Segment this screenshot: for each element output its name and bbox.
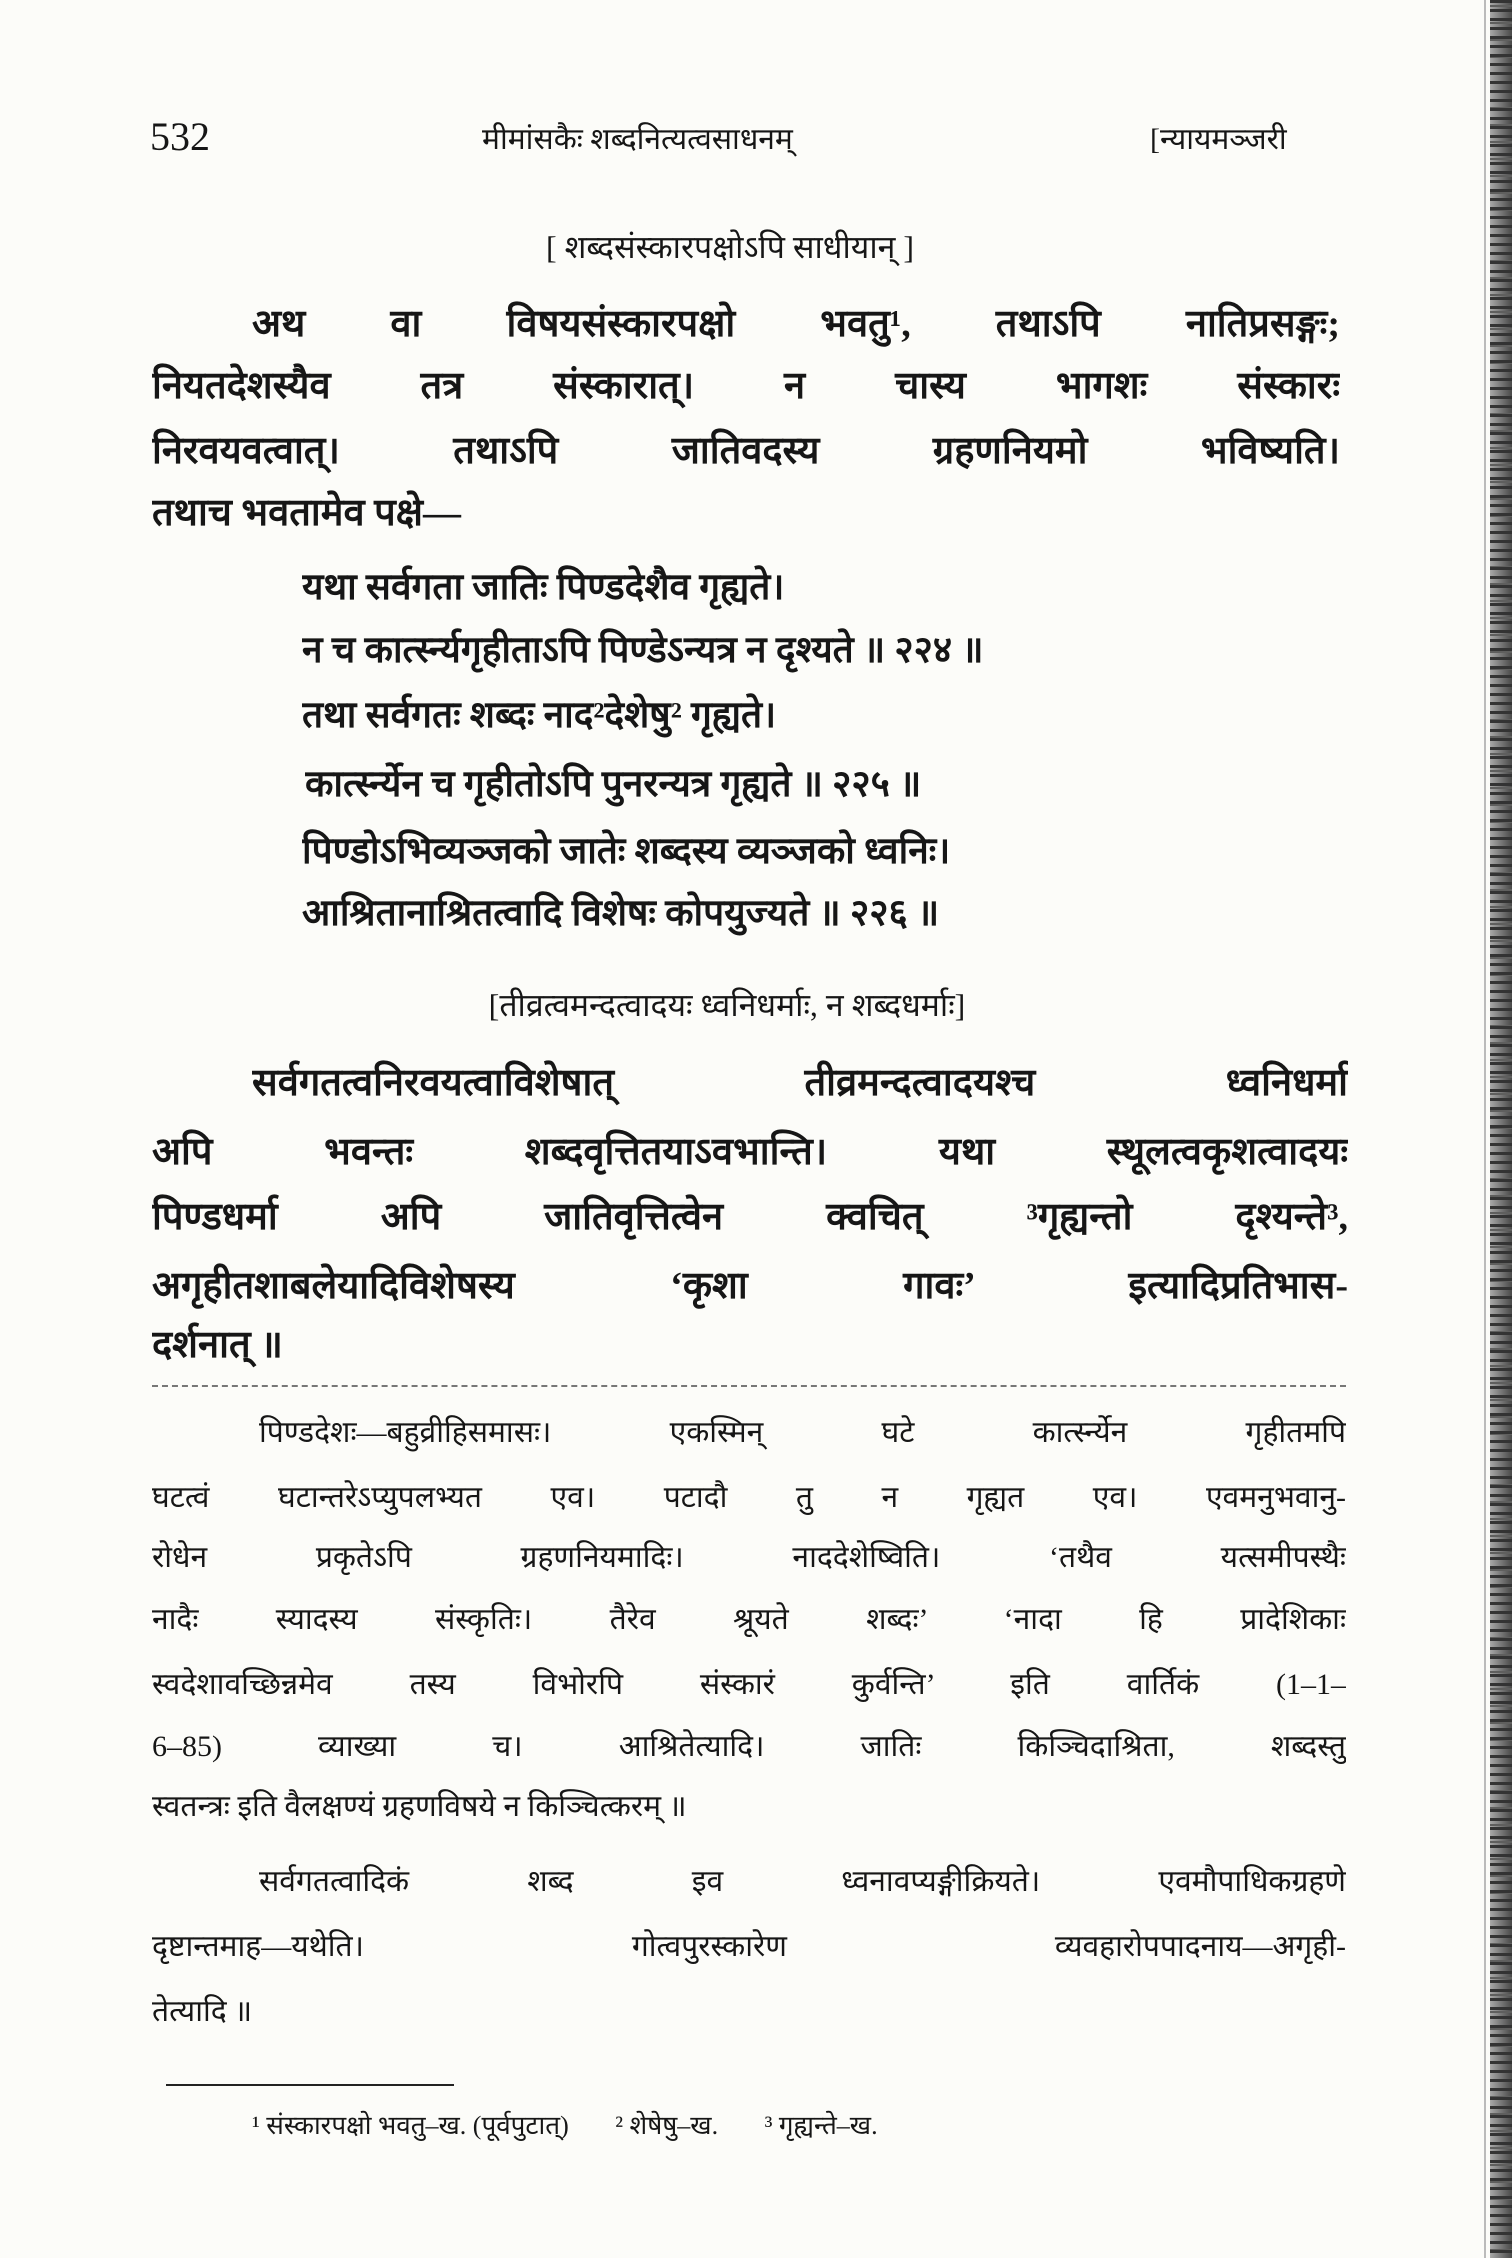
- verse-line: पिण्डोऽभिव्यञ्जको जातेः शब्दस्य व्यञ्जको ध्वनिः।: [302, 831, 951, 872]
- text-commentary-divider: [152, 1385, 1346, 1387]
- running-title: मीमांसकैः शब्दनित्यत्वसाधनम्: [482, 123, 793, 156]
- footnote-3: ³ गृह्यन्ते–ख.: [764, 2111, 878, 2140]
- commentary-line: स्वदेशावच्छिन्नमेव तस्य विभोरपि संस्कारं कुर्वन्ति’ इति वार्तिकं (1–1–: [152, 1668, 1346, 1701]
- scan-edge-border: [1490, 0, 1512, 2258]
- paragraph-line: अपि भवन्तः शब्दवृत्तितयाऽवभान्ति। यथा स्थूलत्वकृशत्वादयः: [152, 1131, 1348, 1173]
- footnotes: [252, 2106, 1352, 2146]
- commentary-line: पिण्डदेशः—बहुव्रीहिसमासः। एकस्मिन् घटे कार्त्स्न्येन गृहीतमपि: [259, 1416, 1346, 1449]
- paragraph-line: सर्वगतत्वनिरवयत्वाविशेषात् तीव्रमन्दत्वादयश्च ध्वनिधर्मा: [252, 1062, 1348, 1104]
- book-title: [न्यायमञ्जरी: [1150, 123, 1287, 156]
- commentary-line: 6–85) व्याख्या च। आश्रितेत्यादि। जातिः किञ्चिदाश्रिता, शब्दस्तु: [152, 1730, 1346, 1763]
- footnote-2: ² शेषेषु–ख.: [615, 2111, 719, 2140]
- commentary-line: दृष्टान्तमाह—यथेति। गोत्वपुरस्कारेण व्यवहारोपपादनाय—अगृही-: [152, 1930, 1346, 1963]
- verse-line: कार्त्स्न्येन च गृहीतोऽपि पुनरन्यत्र गृह्यते ॥ २२५ ॥: [305, 764, 922, 805]
- paragraph-line: पिण्डधर्मा अपि जातिवृत्तित्वेन क्वचित् ³गृह्यन्तो दृश्यन्ते³,: [152, 1196, 1348, 1238]
- footnote-rule: [166, 2084, 454, 2086]
- paragraph-line: नियतदेशस्यैव तत्र संस्कारात्। न चास्य भागशः संस्कारः: [152, 365, 1340, 407]
- paragraph-line: निरवयवत्वात्। तथाऽपि जातिवदस्य ग्रहणनियमो भविष्यति।: [152, 430, 1340, 472]
- commentary-line: स्वतन्त्रः इति वैलक्षण्यं ग्रहणविषये न किञ्चित्करम् ॥: [152, 1790, 687, 1823]
- commentary-line: सर्वगतत्वादिकं शब्द इव ध्वनावप्यङ्गीक्रियते। एवमौपाधिकग्रहणे: [259, 1865, 1346, 1898]
- page-number: 532: [150, 114, 210, 159]
- paragraph-line: दर्शनात् ॥: [152, 1324, 283, 1366]
- commentary-line: घटत्वं घटान्तरेऽप्युपलभ्यत एव। पटादौ तु न गृह्यत एव। एवमनुभवानु-: [152, 1481, 1346, 1514]
- verse-line: यथा सर्वगता जातिः पिण्डदेशैव गृह्यते।: [302, 567, 785, 608]
- paragraph-line: तथाच भवतामेव पक्षे—: [152, 492, 461, 534]
- verse-line: न च कार्त्स्न्यगृहीताऽपि पिण्डेऽन्यत्र न दृश्यते ॥ २२४ ॥: [302, 630, 984, 671]
- scan-edge-line: [1484, 0, 1486, 2258]
- verse-line: आश्रितानाश्रितत्वादि विशेषः कोपयुज्यते ॥ २२६ ॥: [302, 893, 940, 934]
- footnote-1: ¹ संस्कारपक्षो भवतु–ख. (पूर्वपुटात्): [252, 2111, 569, 2140]
- commentary-line: रोधेन प्रकृतेऽपि ग्रहणनियमादिः। नाददेशेष्विति। ‘तथैव यत्समीपस्थैः: [152, 1541, 1346, 1574]
- commentary-line: नादैः स्यादस्य संस्कृतिः। तैरेव श्रूयते शब्दः’ ‘नादा हि प्रादेशिकाः: [152, 1603, 1346, 1636]
- commentary-line: तेत्यादि ॥: [152, 1995, 253, 2028]
- paragraph-line: अथ वा विषयसंस्कारपक्षो भवतु¹, तथाऽपि नातिप्रसङ्गः;: [252, 303, 1340, 345]
- section-heading: [तीव्रत्वमन्दत्वादयः ध्वनिधर्माः, न शब्दधर्माः]: [488, 987, 966, 1023]
- paragraph-line: अगृहीतशाबलेयादिविशेषस्य ‘कृशा गावः’ इत्यादिप्रतिभास-: [152, 1265, 1348, 1307]
- verse-line: तथा सर्वगतः शब्दः नाद²देशेषु² गृह्यते।: [302, 695, 777, 736]
- section-heading: [ शब्दसंस्कारपक्षोऽपि साधीयान् ]: [545, 229, 915, 265]
